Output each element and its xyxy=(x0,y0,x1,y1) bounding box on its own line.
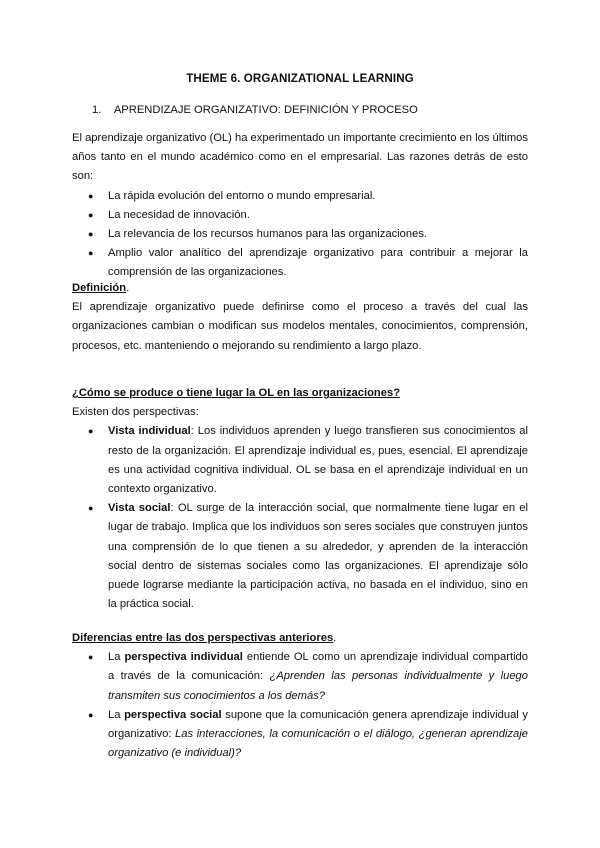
intro-block xyxy=(72,129,528,283)
list-item: ● La perspectiva individual entiende OL como un aprendizaje individual compartido a través de la comunicación: ¿Aprenden las personas individualmente y luego transmiten sus conocimientos a los demás? xyxy=(72,648,528,706)
bullet-icon: ● xyxy=(88,426,94,437)
section-heading-text: APRENDIZAJE ORGANIZATIVO: DEFINICIÓN Y PROCESO xyxy=(113,104,418,116)
list-item: ● La rápida evolución del entorno o mundo empresarial. xyxy=(72,187,528,206)
perspective-label: Vista individual xyxy=(108,425,191,438)
perspective-label: Vista social xyxy=(108,502,171,515)
document-title: THEME 6. ORGANIZATIONAL LEARNING xyxy=(186,72,414,85)
how-intro: Existen dos perspectivas: xyxy=(72,406,199,419)
definition-block xyxy=(72,279,528,356)
differences-list xyxy=(72,648,528,763)
how-heading: ¿Cómo se produce o tiene lugar la OL en las organizaciones? xyxy=(72,387,401,399)
differences-heading: Diferencias entre las dos perspectivas anteriores xyxy=(72,632,334,644)
how-block xyxy=(72,384,528,614)
perspectives-list xyxy=(72,422,528,614)
list-item: ● Vista individual: Los individuos aprenden y luego transfieren sus conocimientos al resto de la organización. El aprendizaje individual es, pues, esencial. El aprendizaje es una actividad cognitiva individual. OL se basa en el aprendizaje individual en un contexto organizativo. xyxy=(72,422,528,499)
differences-heading-line: Diferencias entre las dos perspectivas anteriores. xyxy=(72,632,337,644)
definition-text: El aprendizaje organizativo puede definirse como el proceso a través del cual las organizaciones cambian o modifican sus modelos mentales, conocimientos, comprensión, procesos, etc. manteniendo o mejorando su rendimiento a largo plazo. xyxy=(72,301,528,352)
bullet-icon: ● xyxy=(88,248,94,259)
bullet-icon: ● xyxy=(88,709,94,720)
bullet-icon: ● xyxy=(88,503,94,514)
intro-bullet-list xyxy=(72,187,528,283)
bullet-icon: ● xyxy=(88,652,94,663)
differences-block xyxy=(72,629,528,763)
bullet-icon: ● xyxy=(88,209,94,220)
section-heading xyxy=(92,104,418,116)
list-item: ● La necesidad de innovación. xyxy=(72,206,528,225)
how-heading-line xyxy=(72,384,528,403)
section-number: 1. xyxy=(92,104,102,116)
definition-heading-line: Definición. xyxy=(72,282,130,294)
list-item: ● Amplio valor analítico del aprendizaje organizativo para contribuir a mejorar la comprensión de las organizaciones. xyxy=(72,244,528,282)
list-item: ● Vista social: OL surge de la interacción social, que normalmente tiene lugar en el lugar de trabajo. Implica que los individuos son seres sociales que construyen juntos una comprensión de lo que tienen a su alrededor, y aprenden de la interacción social dentro de sistemas sociales como las organizaciones. El aprendizaje sólo puede lograrse mediante la participación activa, no basada en el individuo, sino en la práctica social. xyxy=(72,499,528,614)
intro-paragraph: El aprendizaje organizativo (OL) ha experimentado un importante crecimiento en los últimos años tanto en el mundo académico como en el empresarial. Las razones detrás de esto son: xyxy=(72,132,528,183)
definition-heading: Definición xyxy=(72,282,127,294)
list-item: ● La perspectiva social supone que la comunicación genera aprendizaje individual y organizativo: Las interacciones, la comunicación o el diálogo, ¿generan aprendizaje organizativo (e individual)? xyxy=(72,706,528,764)
bullet-icon: ● xyxy=(88,190,94,201)
bullet-icon: ● xyxy=(88,229,94,240)
list-item: ● La relevancia de los recursos humanos para las organizaciones. xyxy=(72,225,528,244)
